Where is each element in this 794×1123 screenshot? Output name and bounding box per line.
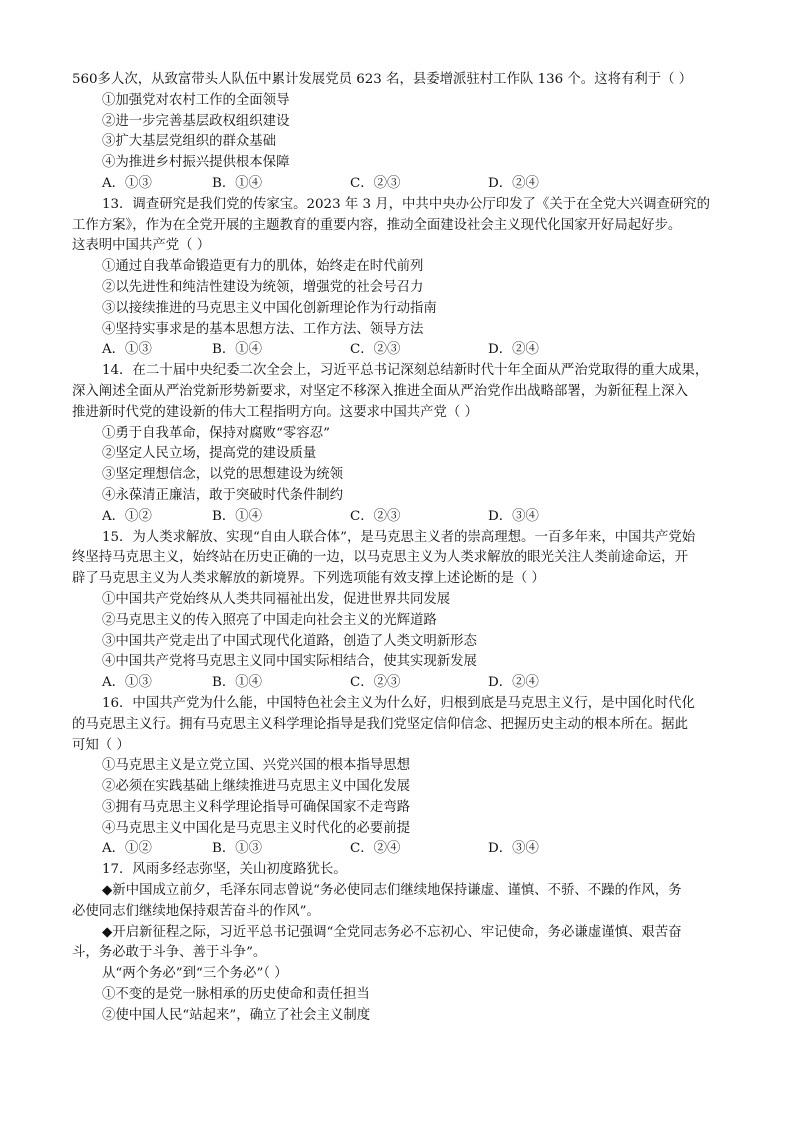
question-stem-line: 这表明中国共产党（ ） <box>72 238 211 254</box>
option-4: ④坚持实事求是的基本思想方法、工作方法、领导方法 <box>102 321 424 337</box>
answer-b[interactable]: B．①③ <box>212 841 263 857</box>
answer-choices <box>72 174 724 195</box>
question-16 <box>72 694 724 860</box>
answer-a[interactable]: A．①③ <box>102 342 152 358</box>
option-1: ①加强党对农村工作的全面领导 <box>102 92 290 108</box>
option-1: ①马克思主义是立党立国、兴党兴国的根本指导思想 <box>102 758 410 774</box>
answer-c[interactable]: C．②③ <box>350 342 401 358</box>
answer-choices <box>72 507 724 528</box>
option-1: ①通过自我革命锻造更有力的肌体，始终走在时代前列 <box>102 259 424 275</box>
question-stem-line: 工作方案》，作为在全党开展的主题教育的重要内容，推动全面建设社会主义现代化国家开好局起好步。 <box>72 217 682 233</box>
question-stem-line: 深入阐述全面从严治党新形势新要求，对坚定不移深入推进全面从严治党作出战略部署，为新征程上深入 <box>72 383 688 399</box>
answer-d[interactable]: D．②④ <box>488 175 539 191</box>
question-stem-line: 16．中国共产党为什么能，中国特色社会主义为什么好，归根到底是马克思主义行，是中国化时代化 <box>102 695 695 711</box>
question-14 <box>72 361 724 527</box>
question-stem-line: 的马克思主义行。拥有马克思主义科学理论指导是我们党坚定信仰信念、把握历史主动的根本所在。据此 <box>72 716 688 732</box>
option-1: ①勇于自我革命，保持对腐败“零容忍” <box>102 425 330 441</box>
answer-c[interactable]: C．②③ <box>350 508 401 524</box>
question-stem-line: 推进新时代党的建设新的伟大工程指明方向。这要求中国共产党（ ） <box>72 404 478 420</box>
answer-d[interactable]: D．③④ <box>488 508 539 524</box>
answer-c[interactable]: C．②③ <box>350 175 401 191</box>
question-stem-line: 15．为人类求解放、实现“自由人联合体”，是马克思主义者的崇高理想。一百多年来，中国共产党始 <box>102 529 696 545</box>
option-4: ④永葆清正廉洁，敢于突破时代条件制约 <box>102 487 344 503</box>
option-3: ③中国共产党走出了中国式现代化道路，创造了人类文明新形态 <box>102 633 477 649</box>
option-1: ①不变的是党一脉相承的历史使命和责任担当 <box>102 987 370 1003</box>
question-stem-line: 13．调查研究是我们党的传家宝。2023 年 3 月，中共中央办公厅印发了《关于在全党大兴调查研究的 <box>102 196 711 212</box>
question-stem-line: 14．在二十届中央纪委二次全会上，习近平总书记深刻总结新时代十年全面从严治党取得的重大成果， <box>102 363 709 379</box>
question-12-continuation <box>72 70 724 195</box>
answer-choices <box>72 839 724 860</box>
question-stem-line: 17．风雨多经志弥坚，关山初度路犹长。 <box>102 862 347 878</box>
option-2: ②进一步完善基层政权组织建设 <box>102 113 290 129</box>
answer-c[interactable]: C．②③ <box>350 675 401 691</box>
answer-a[interactable]: A．①③ <box>102 175 152 191</box>
question-17 <box>72 860 724 1026</box>
answer-a[interactable]: A．①② <box>102 508 152 524</box>
answer-d[interactable]: D．③④ <box>488 841 539 857</box>
option-2: ②使中国人民“站起来”，确立了社会主义制度 <box>102 1007 371 1023</box>
question-13 <box>72 195 724 361</box>
answer-b[interactable]: B．①④ <box>212 675 263 691</box>
option-4: ④为推进乡村振兴提供根本保障 <box>102 155 290 171</box>
answer-b[interactable]: B．①④ <box>212 508 263 524</box>
question-stem-line: 从“两个务必”到“三个务必”（ ） <box>102 966 288 982</box>
question-stem-line: 可知（ ） <box>72 737 130 753</box>
option-2: ②坚定人民立场，提高党的建设质量 <box>102 446 317 462</box>
quote-paragraph-line: 斗，务必敢于斗争、善于斗争”。 <box>72 945 267 961</box>
option-2: ②马克思主义的传入照亮了中国走向社会主义的光辉道路 <box>102 612 437 628</box>
answer-b[interactable]: B．①④ <box>212 342 263 358</box>
question-15 <box>72 528 724 694</box>
quote-paragraph-line: ◆开启新征程之际，习近平总书记强调“全党同志务必不忘初心、牢记使命，务必谦虚谨慎、艰苦奋 <box>102 924 682 940</box>
option-2: ②以先进性和纯洁性建设为统领，增强党的社会号召力 <box>102 279 424 295</box>
answer-a[interactable]: A．①② <box>102 841 152 857</box>
quote-paragraph-line: ◆新中国成立前夕，毛泽东同志曾说“务必使同志们继续地保持谦虚、谨慎、不骄、不躁的作风，务 <box>102 883 682 899</box>
option-3: ③坚定理想信念，以党的思想建设为统领 <box>102 467 344 483</box>
question-stem-line: 终坚持马克思主义，始终站在历史正确的一边，以马克思主义为人类求解放的眼光关注人类前途命运，开 <box>72 550 688 566</box>
option-3: ③扩大基层党组织的群众基础 <box>102 134 277 150</box>
exam-page <box>72 70 724 1027</box>
option-2: ②必须在实践基础上继续推进马克思主义中国化发展 <box>102 779 410 795</box>
quote-paragraph-line: 必使同志们继续地保持艰苦奋斗的作风”。 <box>72 903 320 919</box>
answer-d[interactable]: D．②④ <box>488 675 539 691</box>
question-stem-line: 辟了马克思主义为人类求解放的新境界。下列选项能有效支撑上述论断的是（ ） <box>72 571 545 587</box>
answer-choices <box>72 673 724 694</box>
question-stem-line: 560多人次，从致富带头人队伍中累计发展党员 623 名，县委增派驻村工作队 136 个。这将有利于（ ） <box>72 72 693 87</box>
option-3: ③以接续推进的马克思主义中国化创新理论作为行动指南 <box>102 300 437 316</box>
answer-choices <box>72 340 724 361</box>
answer-b[interactable]: B．①④ <box>212 175 263 191</box>
answer-c[interactable]: C．②④ <box>350 841 401 857</box>
answer-a[interactable]: A．①③ <box>102 675 152 691</box>
option-4: ④马克思主义中国化是马克思主义时代化的必要前提 <box>102 820 410 836</box>
answer-d[interactable]: D．②④ <box>488 342 539 358</box>
option-3: ③拥有马克思主义科学理论指导可确保国家不走弯路 <box>102 799 410 815</box>
option-4: ④中国共产党将马克思主义同中国实际相结合，使其实现新发展 <box>102 654 477 670</box>
option-1: ①中国共产党始终从人类共同福祉出发，促进世界共同发展 <box>102 591 451 607</box>
